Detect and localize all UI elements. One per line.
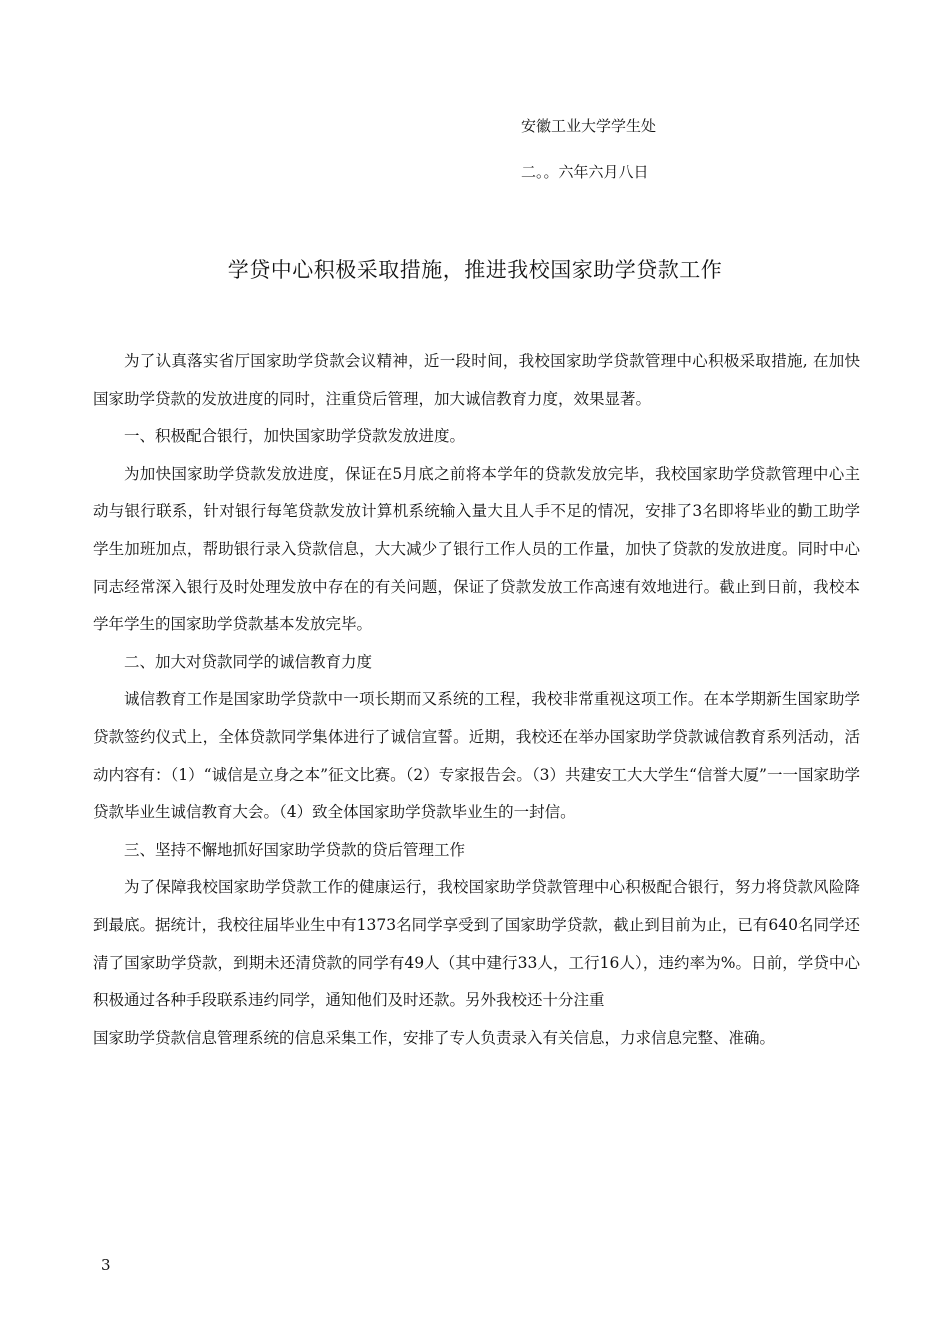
issue-date: 二。。六年六月八日 <box>521 163 649 181</box>
issuer-name: 安徽工业大学学生处 <box>521 117 657 135</box>
paragraph-section-2: 诚信教育工作是国家助学贷款中一项长期而又系统的工程，我校非常重视这项工作。在本学期新生国家助学贷款签约仪式上，全体贷款同学集体进行了诚信宣誓。近期，我校还在举办国家助学贷款诚信教育系列活动，活动内容有：（1）“诚信是立身之本”征文比赛。（2）专家报告会。（3）共建安工大大学生“信誉大厦”一一国家助学贷款毕业生诚信教育大会。（4）致全体国家助学贷款毕业生的一封信。 <box>93 690 860 822</box>
page-number: 3 <box>101 1256 111 1274</box>
section-heading-2: 二、加大对贷款同学的诚信教育力度 <box>124 652 373 671</box>
paragraph-section-1: 为加快国家助学贷款发放进度，保证在5月底之前将本学年的贷款发放完毕，我校国家助学贷款管理中心主动与银行联系，针对银行每笔贷款发放计算机系统输入量大且人手不足的情况，安排了3名即将毕业的勤工助学学生加班加点，帮助银行录入贷款信息，大大减少了银行工作人员的工作量，加快了贷款的发放进度。同时中心同志经常深入银行及时处理发放中存在的有关问题，保证了贷款发放工作高速有效地进行。截止到日前，我校本学年学生的国家助学贷款基本发放完毕。 <box>93 464 860 634</box>
paragraph-section-3: 为了保障我校国家助学贷款工作的健康运行，我校国家助学贷款管理中心积极配合银行，努力将贷款风险降到最底。据统计，我校往届毕业生中有1373名同学享受到了国家助学贷款，截止到目前为止，已有640名同学还清了国家助学贷款，到期未还清贷款的同学有49人（其中建行33人，工行16人），违约率为%。日前，学贷中心积极通过各种手段联系违约同学，通知他们及时还款。另外我校还十分注重 <box>93 878 860 1010</box>
paragraph-continuation: 国家助学贷款信息管理系统的信息采集工作，安排了专人负责录入有关信息，力求信息完整、准确。 <box>93 1028 776 1047</box>
section-heading-1: 一、积极配合银行，加快国家助学贷款发放进度。 <box>124 427 466 446</box>
paragraph-intro: 为了认真落实省厅国家助学贷款会议精神，近一段时间，我校国家助学贷款管理中心积极采取措施, 在加快国家助学贷款的发放进度的同时，注重贷后管理，加大诚信教育力度，效果显著。 <box>93 352 860 408</box>
document-body <box>93 343 860 1057</box>
document-title: 学贷中心积极采取措施，推进我校国家助学贷款工作 <box>227 258 723 282</box>
section-heading-3: 三、坚持不懈地抓好国家助学贷款的贷后管理工作 <box>124 840 466 859</box>
